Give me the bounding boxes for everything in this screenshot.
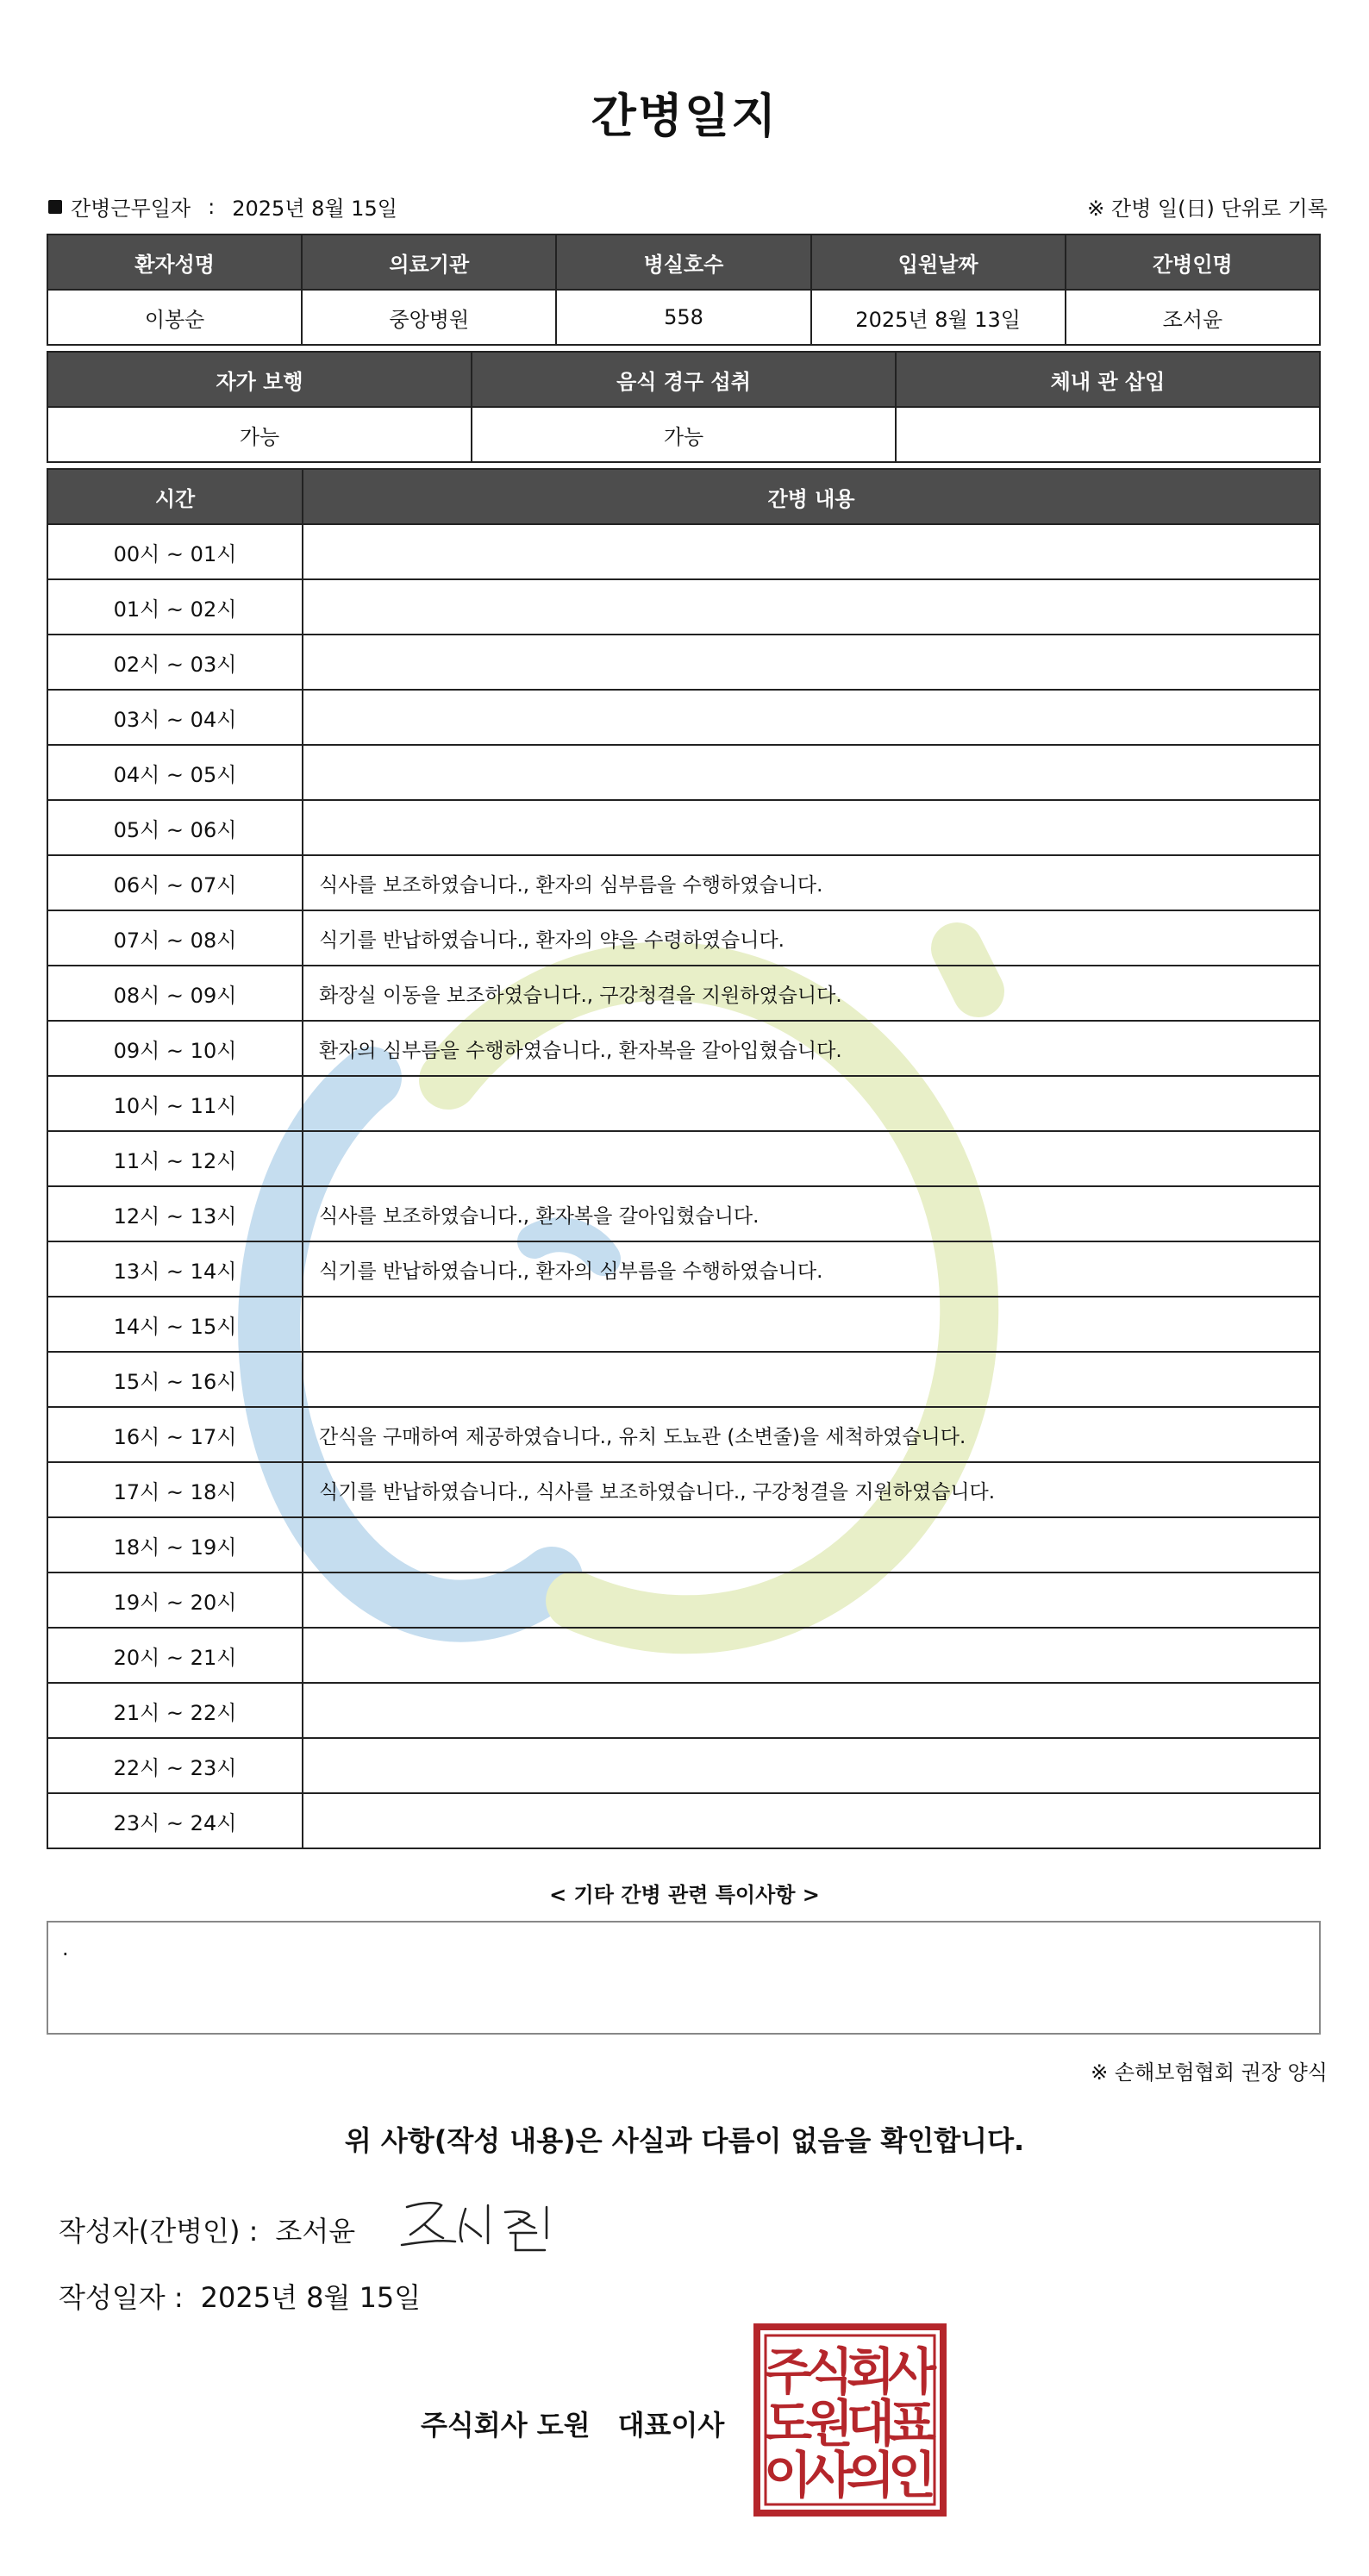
writer-line [59, 2210, 355, 2249]
tube-insertion-value [896, 407, 1320, 462]
table-row [47, 1628, 1320, 1683]
table-row [47, 1352, 1320, 1407]
table-row [47, 1517, 1320, 1572]
care-content: 식기를 반납하였습니다., 환자의 약을 수령하였습니다. [303, 910, 1320, 966]
care-content: 식사를 보조하였습니다., 환자의 심부름을 수행하였습니다. [303, 855, 1320, 910]
time-slot: 09시 ~ 10시 [47, 1021, 303, 1076]
time-slot: 05시 ~ 06시 [47, 800, 303, 855]
svg-text:대: 대 [846, 2394, 896, 2453]
table-row [47, 524, 1320, 579]
status-header-row [47, 352, 1320, 407]
time-slot: 12시 ~ 13시 [47, 1186, 303, 1241]
time-slot: 02시 ~ 03시 [47, 635, 303, 690]
time-slot: 20시 ~ 21시 [47, 1628, 303, 1683]
hospital-name: 중앙병원 [302, 290, 556, 345]
svg-text:식: 식 [804, 2342, 854, 2401]
table-row [47, 800, 1320, 855]
caregiver-name: 조서윤 [1066, 290, 1320, 345]
time-slot: 03시 ~ 04시 [47, 690, 303, 745]
svg-text:표: 표 [887, 2394, 937, 2453]
company-seal-stamp-icon [753, 2323, 947, 2517]
care-content [303, 1517, 1320, 1572]
confirmation-statement: 위 사항(작성 내용)은 사실과 다름이 없음을 확인합니다. [344, 2124, 1025, 2157]
patient-info-value-row [47, 290, 1320, 345]
time-slot: 01시 ~ 02시 [47, 579, 303, 635]
table-row [47, 1297, 1320, 1352]
time-slot: 16시 ~ 17시 [47, 1407, 303, 1462]
care-content: 화장실 이동을 보조하였습니다., 구강청결을 지원하였습니다. [303, 966, 1320, 1021]
time-slot: 15시 ~ 16시 [47, 1352, 303, 1407]
time-slot: 00시 ~ 01시 [47, 524, 303, 579]
form-note: ※ 손해보험협회 권장 양식 [1091, 2060, 1328, 2085]
remarks-title: < 기타 간병 관련 특이사항 > [549, 1883, 820, 1907]
care-content [303, 1076, 1320, 1131]
time-slot: 23시 ~ 24시 [47, 1793, 303, 1848]
table-row [47, 1407, 1320, 1462]
table-row [47, 1793, 1320, 1848]
table-row [47, 966, 1320, 1021]
self-walking-value: 가능 [47, 407, 472, 462]
write-date-line [59, 2276, 421, 2316]
table-row [47, 1131, 1320, 1186]
care-content: 식기를 반납하였습니다., 식사를 보조하였습니다., 구강청결을 지원하였습니다. [303, 1462, 1320, 1517]
status-value-row [47, 407, 1320, 462]
page-title: 간병일지 [591, 89, 778, 143]
table-row [47, 1021, 1320, 1076]
header-patient-name: 환자성명 [47, 234, 302, 290]
write-date-label: 작성일자 : [59, 2281, 184, 2314]
care-content [303, 1131, 1320, 1186]
header-hospital: 의료기관 [302, 234, 556, 290]
header-care-content: 간병 내용 [303, 469, 1320, 524]
time-slot: 04시 ~ 05시 [47, 745, 303, 800]
care-content: 환자의 심부름을 수행하였습니다., 환자복을 갈아입혔습니다. [303, 1021, 1320, 1076]
writer-name: 조서윤 [275, 2215, 356, 2248]
table-row [47, 1076, 1320, 1131]
work-date-value: 2025년 8월 15일 [232, 197, 397, 221]
write-date-value: 2025년 8월 15일 [200, 2281, 422, 2314]
svg-text:회: 회 [846, 2342, 896, 2401]
work-date-label: 간병근무일자 [71, 197, 191, 221]
oral-intake-value: 가능 [472, 407, 896, 462]
time-slot: 18시 ~ 19시 [47, 1517, 303, 1572]
table-row [47, 855, 1320, 910]
square-bullet-icon [48, 200, 62, 214]
care-log-table [47, 468, 1321, 1849]
room-number: 558 [556, 290, 810, 345]
header-oral-intake: 음식 경구 섭취 [472, 352, 896, 407]
care-content [303, 1738, 1320, 1793]
company-line [421, 2404, 724, 2443]
table-row [47, 1186, 1320, 1241]
patient-status-table [47, 351, 1321, 463]
care-content: 식기를 반납하였습니다., 환자의 심부름을 수행하였습니다. [303, 1241, 1320, 1297]
time-slot: 07시 ~ 08시 [47, 910, 303, 966]
header-self-walking: 자가 보행 [47, 352, 472, 407]
svg-text:인: 인 [887, 2446, 937, 2504]
header-time: 시간 [47, 469, 303, 524]
writer-label: 작성자(간병인) : [59, 2215, 259, 2248]
care-content [303, 1683, 1320, 1738]
table-row [47, 579, 1320, 635]
svg-text:사: 사 [887, 2342, 937, 2401]
time-slot: 10시 ~ 11시 [47, 1076, 303, 1131]
svg-text:이: 이 [763, 2446, 813, 2504]
svg-text:도: 도 [763, 2394, 813, 2453]
patient-name: 이봉순 [47, 290, 302, 345]
table-row [47, 1738, 1320, 1793]
care-content [303, 1352, 1320, 1407]
care-content [303, 524, 1320, 579]
header-admission-date: 입원날짜 [811, 234, 1066, 290]
unit-note: ※ 간병 일(日) 단위로 기록 [1087, 197, 1328, 221]
company-name: 주식회사 도원 [421, 2409, 591, 2442]
time-slot: 17시 ~ 18시 [47, 1462, 303, 1517]
care-content [303, 1572, 1320, 1628]
svg-text:원: 원 [804, 2394, 854, 2453]
time-slot: 06시 ~ 07시 [47, 855, 303, 910]
company-role: 대표이사 [617, 2409, 725, 2442]
work-date-line [48, 191, 397, 222]
time-slot: 14시 ~ 15시 [47, 1297, 303, 1352]
care-content [303, 1793, 1320, 1848]
care-log-header-row [47, 469, 1320, 524]
admission-date: 2025년 8월 13일 [811, 290, 1066, 345]
care-content [303, 745, 1320, 800]
care-content [303, 579, 1320, 635]
time-slot: 13시 ~ 14시 [47, 1241, 303, 1297]
handwritten-signature-icon [398, 2190, 571, 2259]
care-content [303, 690, 1320, 745]
table-row [47, 1241, 1320, 1297]
care-content: 간식을 구매하여 제공하였습니다., 유치 도뇨관 (소변줄)을 세척하였습니다. [303, 1407, 1320, 1462]
header-caregiver-name: 간병인명 [1066, 234, 1320, 290]
time-slot: 21시 ~ 22시 [47, 1683, 303, 1738]
time-slot: 19시 ~ 20시 [47, 1572, 303, 1628]
header-tube-insertion: 체내 관 삽입 [896, 352, 1320, 407]
header-room: 병실호수 [556, 234, 810, 290]
table-row [47, 910, 1320, 966]
care-content [303, 1628, 1320, 1683]
time-slot: 08시 ~ 09시 [47, 966, 303, 1021]
table-row [47, 635, 1320, 690]
table-row [47, 1462, 1320, 1517]
table-row [47, 690, 1320, 745]
remarks-box [47, 1921, 1321, 2035]
table-row [47, 1683, 1320, 1738]
patient-info-table [47, 234, 1321, 346]
remarks-text: . [62, 1936, 69, 1960]
table-row [47, 1572, 1320, 1628]
care-content [303, 635, 1320, 690]
care-content: 식사를 보조하였습니다., 환자복을 갈아입혔습니다. [303, 1186, 1320, 1241]
care-content [303, 800, 1320, 855]
patient-info-header-row [47, 234, 1320, 290]
care-log-body [47, 524, 1320, 1848]
svg-text:사: 사 [804, 2446, 854, 2504]
work-date-separator: : [208, 194, 216, 219]
svg-text:의: 의 [846, 2446, 896, 2504]
time-slot: 11시 ~ 12시 [47, 1131, 303, 1186]
table-row [47, 745, 1320, 800]
svg-text:주: 주 [763, 2342, 813, 2401]
time-slot: 22시 ~ 23시 [47, 1738, 303, 1793]
care-content [303, 1297, 1320, 1352]
